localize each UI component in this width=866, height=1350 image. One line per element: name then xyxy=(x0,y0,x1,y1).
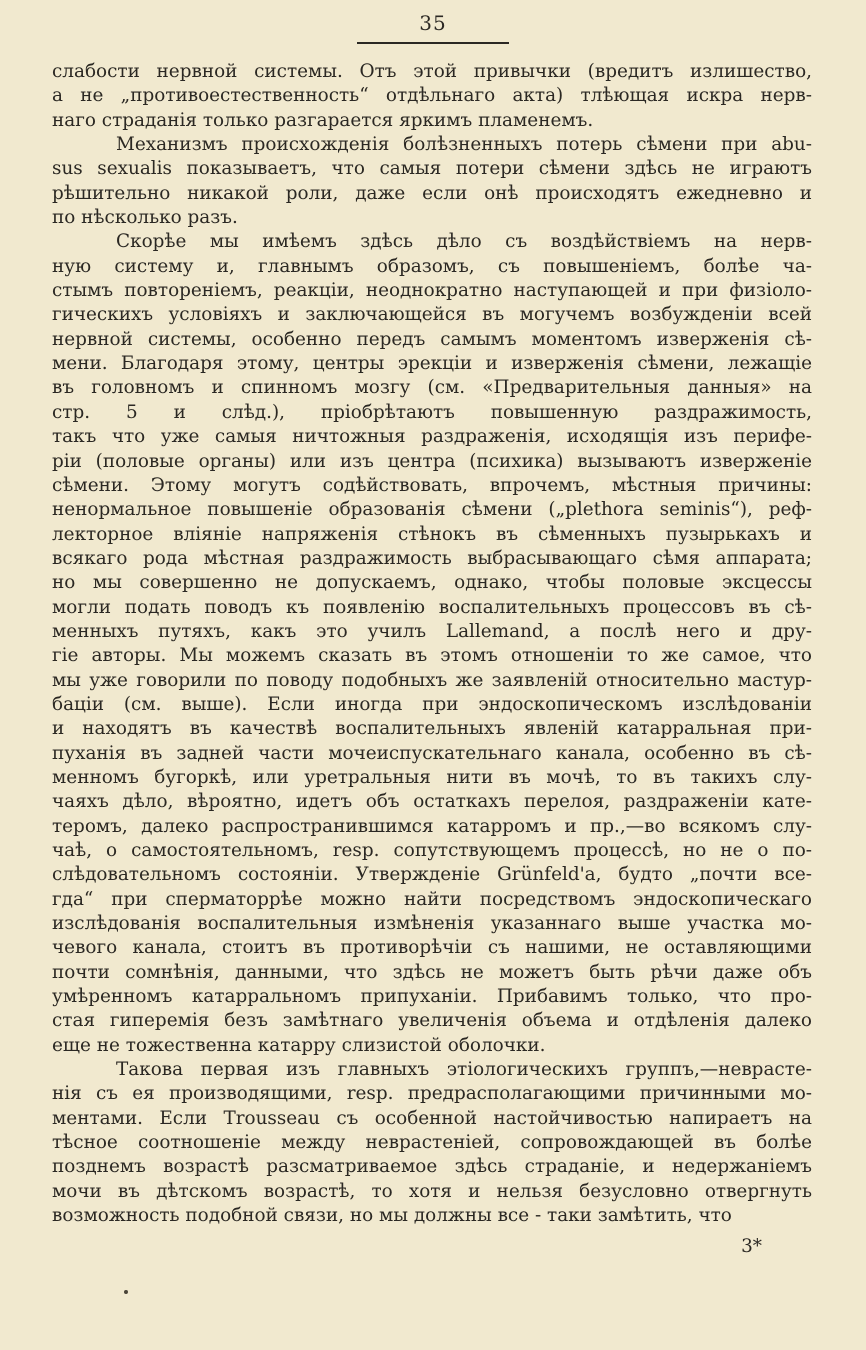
text-line: Такова первая изъ главныхъ этіологическихъ группъ,—неврасте- xyxy=(116,1059,812,1081)
text-line: сѣмени. Этому могутъ содѣйствовать, впрочемъ, мѣстныя причины: xyxy=(52,474,812,496)
text-line: позднемъ возрастѣ разсматриваемое здѣсь страданіе, и недержаніемъ xyxy=(52,1156,812,1178)
text-line: пуханія въ задней части мочеиспускательнаго канала, особенно въ сѣ- xyxy=(52,742,812,764)
text-line: мени. Благодаря этому, центры эрекціи и изверженія сѣмени, лежащіе xyxy=(52,353,812,375)
page-header xyxy=(0,8,866,44)
text-line: слабости нервной системы. Отъ этой привычки (вредитъ излишество, xyxy=(52,61,812,82)
text-line: гическихъ условіяхъ и заключающейся въ могучемъ возбужденіи всей xyxy=(52,304,812,326)
text-line: гіе авторы. Мы можемъ сказать въ этомъ отношеніи то же самое, что xyxy=(52,645,812,667)
text-line: умѣренномъ катарральномъ припуханіи. Прибавимъ только, что про- xyxy=(52,986,812,1008)
text-line: изслѣдованія воспалительныя измѣненія указаннаго выше участка мо- xyxy=(52,913,812,935)
text-line: еще не тожественна катарру слизистой оболочки. xyxy=(52,1034,546,1056)
text-line: ріи (половые органы) или изъ центра (психика) вызываютъ изверженіе xyxy=(52,450,812,472)
text-line: ментами. Если Trousseau съ особенной настойчивостью напираетъ на xyxy=(52,1107,812,1129)
text-line: гда“ при сперматоррѣе можно найти посредствомъ эндоскопическаго xyxy=(52,888,812,910)
text-line: Механизмъ происхожденія болѣзненныхъ потерь сѣмени при abu- xyxy=(116,134,812,156)
text-line: а не „противоестественность“ отдѣльнаго акта) тлѣющая искра нерв- xyxy=(52,85,812,107)
header-rule xyxy=(357,42,509,44)
text-line: чевого канала, стоитъ въ противорѣчіи съ нашими, не оставляющими xyxy=(52,937,812,959)
text-line: стая гиперемія безъ замѣтнаго увеличенія объема и отдѣленія далеко xyxy=(52,1010,812,1032)
text-line: ную систему и, главнымъ образомъ, съ повышеніемъ, болѣе ча- xyxy=(52,255,812,277)
text-line: наго страданія только разгарается яркимъ пламенемъ. xyxy=(52,109,594,131)
text-line: мочи въ дѣтскомъ возрастѣ, то хотя и нельзя безусловно отвергнуть xyxy=(52,1180,812,1202)
text-line: всякаго рода мѣстная раздражимость выбрасывающаго сѣмя аппарата; xyxy=(52,547,812,569)
text-line: такъ что уже самыя ничтожныя раздраженія, исходящія изъ перифе- xyxy=(52,426,812,448)
text-line: менномъ бугоркѣ, или уретральныя нити въ мочѣ, то въ такихъ слу- xyxy=(52,766,812,788)
paragraph xyxy=(52,60,812,133)
text-line: теромъ, далеко распространившимся катарромъ и пр.,—во всякомъ слу- xyxy=(52,815,812,837)
paragraph xyxy=(52,133,812,230)
text-line: стымъ повтореніемъ, реакціи, неоднократно наступающей и при физіоло- xyxy=(52,280,812,302)
text-line: ненормальное повышеніе образованія сѣмени („plethora seminis“), реф- xyxy=(52,499,812,521)
text-line: менныхъ путяхъ, какъ это училъ Lallemand, а послѣ него и дру- xyxy=(52,620,812,642)
text-line: баціи (см. выше). Если иногда при эндоскопическомъ изслѣдованіи xyxy=(52,693,812,715)
paragraph xyxy=(52,230,812,1058)
text-line: тѣсное соотношеніе между неврастеніей, сопровождающей въ болѣе xyxy=(52,1132,812,1154)
text-line: Скорѣе мы имѣемъ здѣсь дѣло съ воздѣйствіемъ на нерв- xyxy=(116,231,812,253)
text-line: но мы совершенно не допускаемъ, однако, чтобы половые эксцессы xyxy=(52,572,812,594)
text-line: стр. 5 и слѣд.), пріобрѣтаютъ повышенную раздражимость, xyxy=(52,401,812,423)
print-speck xyxy=(124,1290,128,1294)
text-line: sus sexualis показываетъ, что самыя потери сѣмени здѣсь не играютъ xyxy=(52,158,812,180)
text-line: по нѣсколько разъ. xyxy=(52,207,238,229)
text-line: нервной системы, особенно передъ самымъ моментомъ изверженія сѣ- xyxy=(52,328,812,350)
text-line: мы уже говорили по поводу подобныхъ же заявленій относительно мастур- xyxy=(52,669,812,691)
text-line: слѣдовательномъ состояніи. Утвержденіе Grünfeld'а, будто „почти все- xyxy=(52,864,812,886)
text-line: могли подать поводъ къ появленію воспалительныхъ процессовъ въ сѣ- xyxy=(52,596,812,618)
paragraph xyxy=(52,1058,812,1228)
text-line: возможность подобной связи, но мы должны все - таки замѣтить, что xyxy=(52,1205,732,1227)
signature-mark: 3* xyxy=(741,1236,762,1257)
text-line: и находятъ въ качествѣ воспалительныхъ явленій катарральная при- xyxy=(52,718,812,740)
text-line: лекторное вліяніе напряженія стѣнокъ въ сѣменныхъ пузырькахъ и xyxy=(52,523,812,545)
page-number: 35 xyxy=(419,11,447,35)
text-line: нія съ ея производящими, resp. предрасполагающими причинными мо- xyxy=(52,1083,812,1105)
text-line: почти сомнѣнія, данными, что здѣсь не можетъ быть рѣчи даже объ xyxy=(52,961,812,983)
text-line: въ головномъ и спинномъ мозгу (см. «Предварительныя данныя» на xyxy=(52,377,812,399)
text-line: чаѣ, о самостоятельномъ, resp. сопутствующемъ процессѣ, но не о по- xyxy=(52,840,812,861)
text-line: рѣшительно никакой роли, даже если онѣ происходятъ ежедневно и xyxy=(52,182,812,204)
text-line: чаяхъ дѣло, вѣроятно, идетъ объ остаткахъ перелоя, раздраженіи кате- xyxy=(52,791,812,813)
body-text xyxy=(52,60,812,1229)
